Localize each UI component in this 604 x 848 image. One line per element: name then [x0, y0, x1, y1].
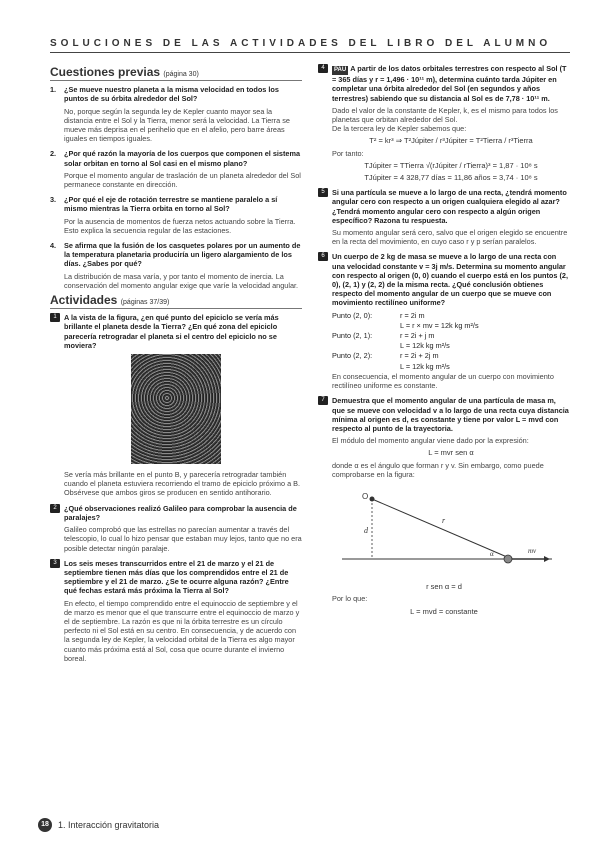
point-row: Punto (2, 1): r = 2i + j m [332, 331, 435, 341]
actividad-2-answer: Galileo comprobó que las estrellas no parecían aumentar a través del telescopio, lo cual lo hizo pensar que estaban muy lejos, tanto que no era posible detectar ningún paralaje. [64, 525, 302, 553]
trajectory-diagram [332, 487, 562, 575]
page-header: SOLUCIONES DE LAS ACTIVIDADES DEL LIBRO DEL ALUMNO [50, 38, 552, 49]
cuestion-1: 1. ¿Se mueve nuestro planeta a la misma velocidad en todos los puntos de su órbita alrededor del Sol? [50, 85, 279, 104]
label-origin: O [362, 491, 369, 501]
page-footer [38, 818, 159, 832]
velocity-arrowhead [544, 556, 550, 562]
actividad-7: 7 Demuestra que el momento angular de una partícula de masa m, que se mueve con velocidad v a lo largo de una recta cuya distancia mínima al origen es d, es constante y tiene por valor L = mvd con respecto al punto de la trayectoria. [318, 396, 570, 433]
particle [504, 555, 512, 563]
angular-momentum-formula: L = mvr sen α [428, 448, 474, 458]
cuestion-4: 4. Se afirma que la fusión de los casquetes polares por un aumento de la temperatura planetaria produciría un ligero alargamiento de los días. ¿Sabes por qué? [50, 241, 301, 269]
cuestion-3-answer: Por la ausencia de momentos de fuerza netos actuando sobre la Tierra. Esto explica la secuencia regular de las estaciones. [64, 216, 296, 235]
actividad-3: 3 Los seis meses transcurridos entre el 21 de marzo y el 21 de septiembre tienen más días que los comprendidos entre el 21 de septiembre y el 21 de marzo. ¿Se te ocurre alguna razón? ¿Entre qué fechas estará más próxima la Tierra al Sol? [50, 559, 302, 596]
unit-title: 1. Interacción gravitatoria [58, 820, 160, 830]
actividad-4: 4 PAU A partir de los datos orbitales terrestres con respecto al Sol (T = 365 días y r = 1,496 · 10¹¹ m), determina cuánto tarda Júpiter en completar una órbita alrededor del Sol (en segundos y años terrestres) sabiendo que su distancia al Sol es de 7,78 · 10¹¹ m. [318, 64, 570, 103]
jupiter-period-formula: TJúpiter = TTierra √(rJúpiter / rTierra)³ = 1,87 · 10⁸ s [364, 160, 538, 170]
jupiter-period-result: TJúpiter = 4 328,77 días = 11,86 años = 3,74 · 10⁸ s [364, 173, 538, 183]
cuestion-2: 2. ¿Por qué razón la mayoría de los cuerpos que componen el sistema solar orbitan en torno al Sol casi en el mismo plano? [50, 149, 300, 168]
actividad-7-conclusion: Por lo que: [332, 594, 368, 604]
actividad-1-answer: Se vería más brillante en el punto B, y parecería retrogradar también cuando el planeta estuviera recorriendo el tramo de epiciclo próximo a B. Obsérvese que ambos giros se producen en sentido antihorario. [64, 470, 301, 498]
actividad-1: 1 A la vista de la figura, ¿en qué punto del epiciclo se vería más brillante el planeta desde la Tierra? ¿En qué zona del epiciclo parecería retrogradar el planeta si el centro del epiciclo no se moviera? [50, 313, 302, 350]
actividad-5-answer: Su momento angular será cero, salvo que el origen elegido se encuentre en la recta del movimiento, en cuyo caso r y p serían paralelos. [332, 228, 568, 247]
cuestion-2-answer: Porque el momento angular de traslación de un planeta alrededor del Sol permanece constante en dirección. [64, 170, 301, 190]
label-mv: mv [528, 546, 537, 555]
actividades-title: Actividades (páginas 37/39) [50, 293, 170, 308]
label-d: d [364, 525, 368, 535]
cuestion-4-answer: La distribución de masa varía, y por tanto el momento de inercia. La conservación del momento angular exige que varíe la velocidad angular. [64, 271, 299, 290]
point-row: L = 12k kg m²/s [400, 361, 450, 371]
actividad-4-answer: Dado el valor de la constante de Kepler, k, es el mismo para todos los planetas que orbitan alrededor del Sol. De la tercera ley de Kepler sabemos que: T² = kr³ ⇒ T²Júpiter / r³Júpiter = T²Tierra / r³Tierra Por tanto: TJúpiter = TTierra √(rJúpiter / rTierra)³ = 1,87 · 10⁸ s TJúpiter = 4 328,77 días = 11,86 años = 3,74 · 10⁸ s [332, 106, 570, 182]
left-column [50, 64, 302, 669]
geometry-formula: r sen α = d [426, 582, 462, 592]
actividad-6: 6 Un cuerpo de 2 kg de masa se mueve a lo largo de una recta con una velocidad constante v = 3j m/s. Determina su momento angular con respecto al origen (0, 0) cuando el cuerpo está en los puntos (2, 0), (2, 1) y (2, 2) de la misma recta. ¿Qué conclusión obtienes respecto del momento angular de un cuerpo que se mueve con movimiento rectilíneo uniforme? [318, 252, 570, 307]
point-row: Punto (2, 0): r = 2i m [332, 310, 425, 320]
label-r: r [442, 515, 446, 525]
cuestiones-title: Cuestiones previas (página 30) [50, 65, 199, 79]
actividad-6-answer: En consecuencia, el momento angular de un cuerpo con movimiento rectilíneo uniforme es constante. [332, 371, 554, 391]
origin-point [370, 496, 375, 501]
actividad-3-answer: En efecto, el tiempo comprendido entre el equinoccio de septiembre y el de marzo es menor que el que transcurre entre el equinoccio de marzo y el de septiembre. La razón es que ni la órbita terrestre es un círculo perfecto ni el Sol está en su centro. En consecuencia, y de acuerdo con la segunda ley de Kepler, la velocidad orbital de la Tierra es algo mayor cuanto más próxima está al Sol, cosa que ocurre durante el invierno boreal. [64, 598, 300, 663]
epicycle-photo [131, 354, 221, 464]
kepler-formula: T² = kr³ ⇒ T²Júpiter / r³Júpiter = T²Tierra / r³Tierra [369, 136, 533, 146]
actividad-7-answer: El módulo del momento angular viene dado por la expresión: L = mvr sen α donde α es el ángulo que forman r y v. Sin embargo, como puede comprobarse en la figura: [332, 436, 570, 479]
point-row: L = 12k kg m²/s [400, 341, 450, 351]
point-row: Punto (2, 2): r = 2i + 2j m [332, 351, 439, 361]
page-number: 18 [38, 818, 52, 832]
cuestion-3: 3. ¿Por qué el eje de rotación terrestre se mantiene paralelo a sí mismo mientras la Tierra orbita en torno al Sol? [50, 195, 278, 214]
section-rule [50, 308, 302, 309]
point-row: L = r × mv = 12k kg m²/s [400, 320, 479, 330]
position-vector [372, 499, 507, 557]
actividad-2: 2 ¿Qué observaciones realizó Galileo para comprobar la ausencia de paralajes? [50, 504, 302, 522]
section-rule [50, 80, 302, 81]
label-alpha: α [490, 549, 494, 558]
pau-tag: PAU [332, 66, 348, 75]
cuestion-1-answer: No, porque según la segunda ley de Kepler cuanto mayor sea la distancia entre el Sol y la Tierra, menor será la velocidad. La Tierra se mueve más deprisa en el perihelio que en el afelio, pero barre áreas iguales en tiempos iguales. [64, 106, 290, 144]
right-column [318, 64, 570, 619]
actividad-5: 5 Si una partícula se mueve a lo largo de una recta, ¿tendrá momento angular cero con respecto a un origen cualquiera elegido al azar? ¿Tendrá momento angular cero con respecto a algún origen específico? Razona tu respuesta. [318, 188, 570, 225]
constant-formula: L = mvd = constante [410, 606, 478, 616]
header-rule [50, 52, 570, 53]
